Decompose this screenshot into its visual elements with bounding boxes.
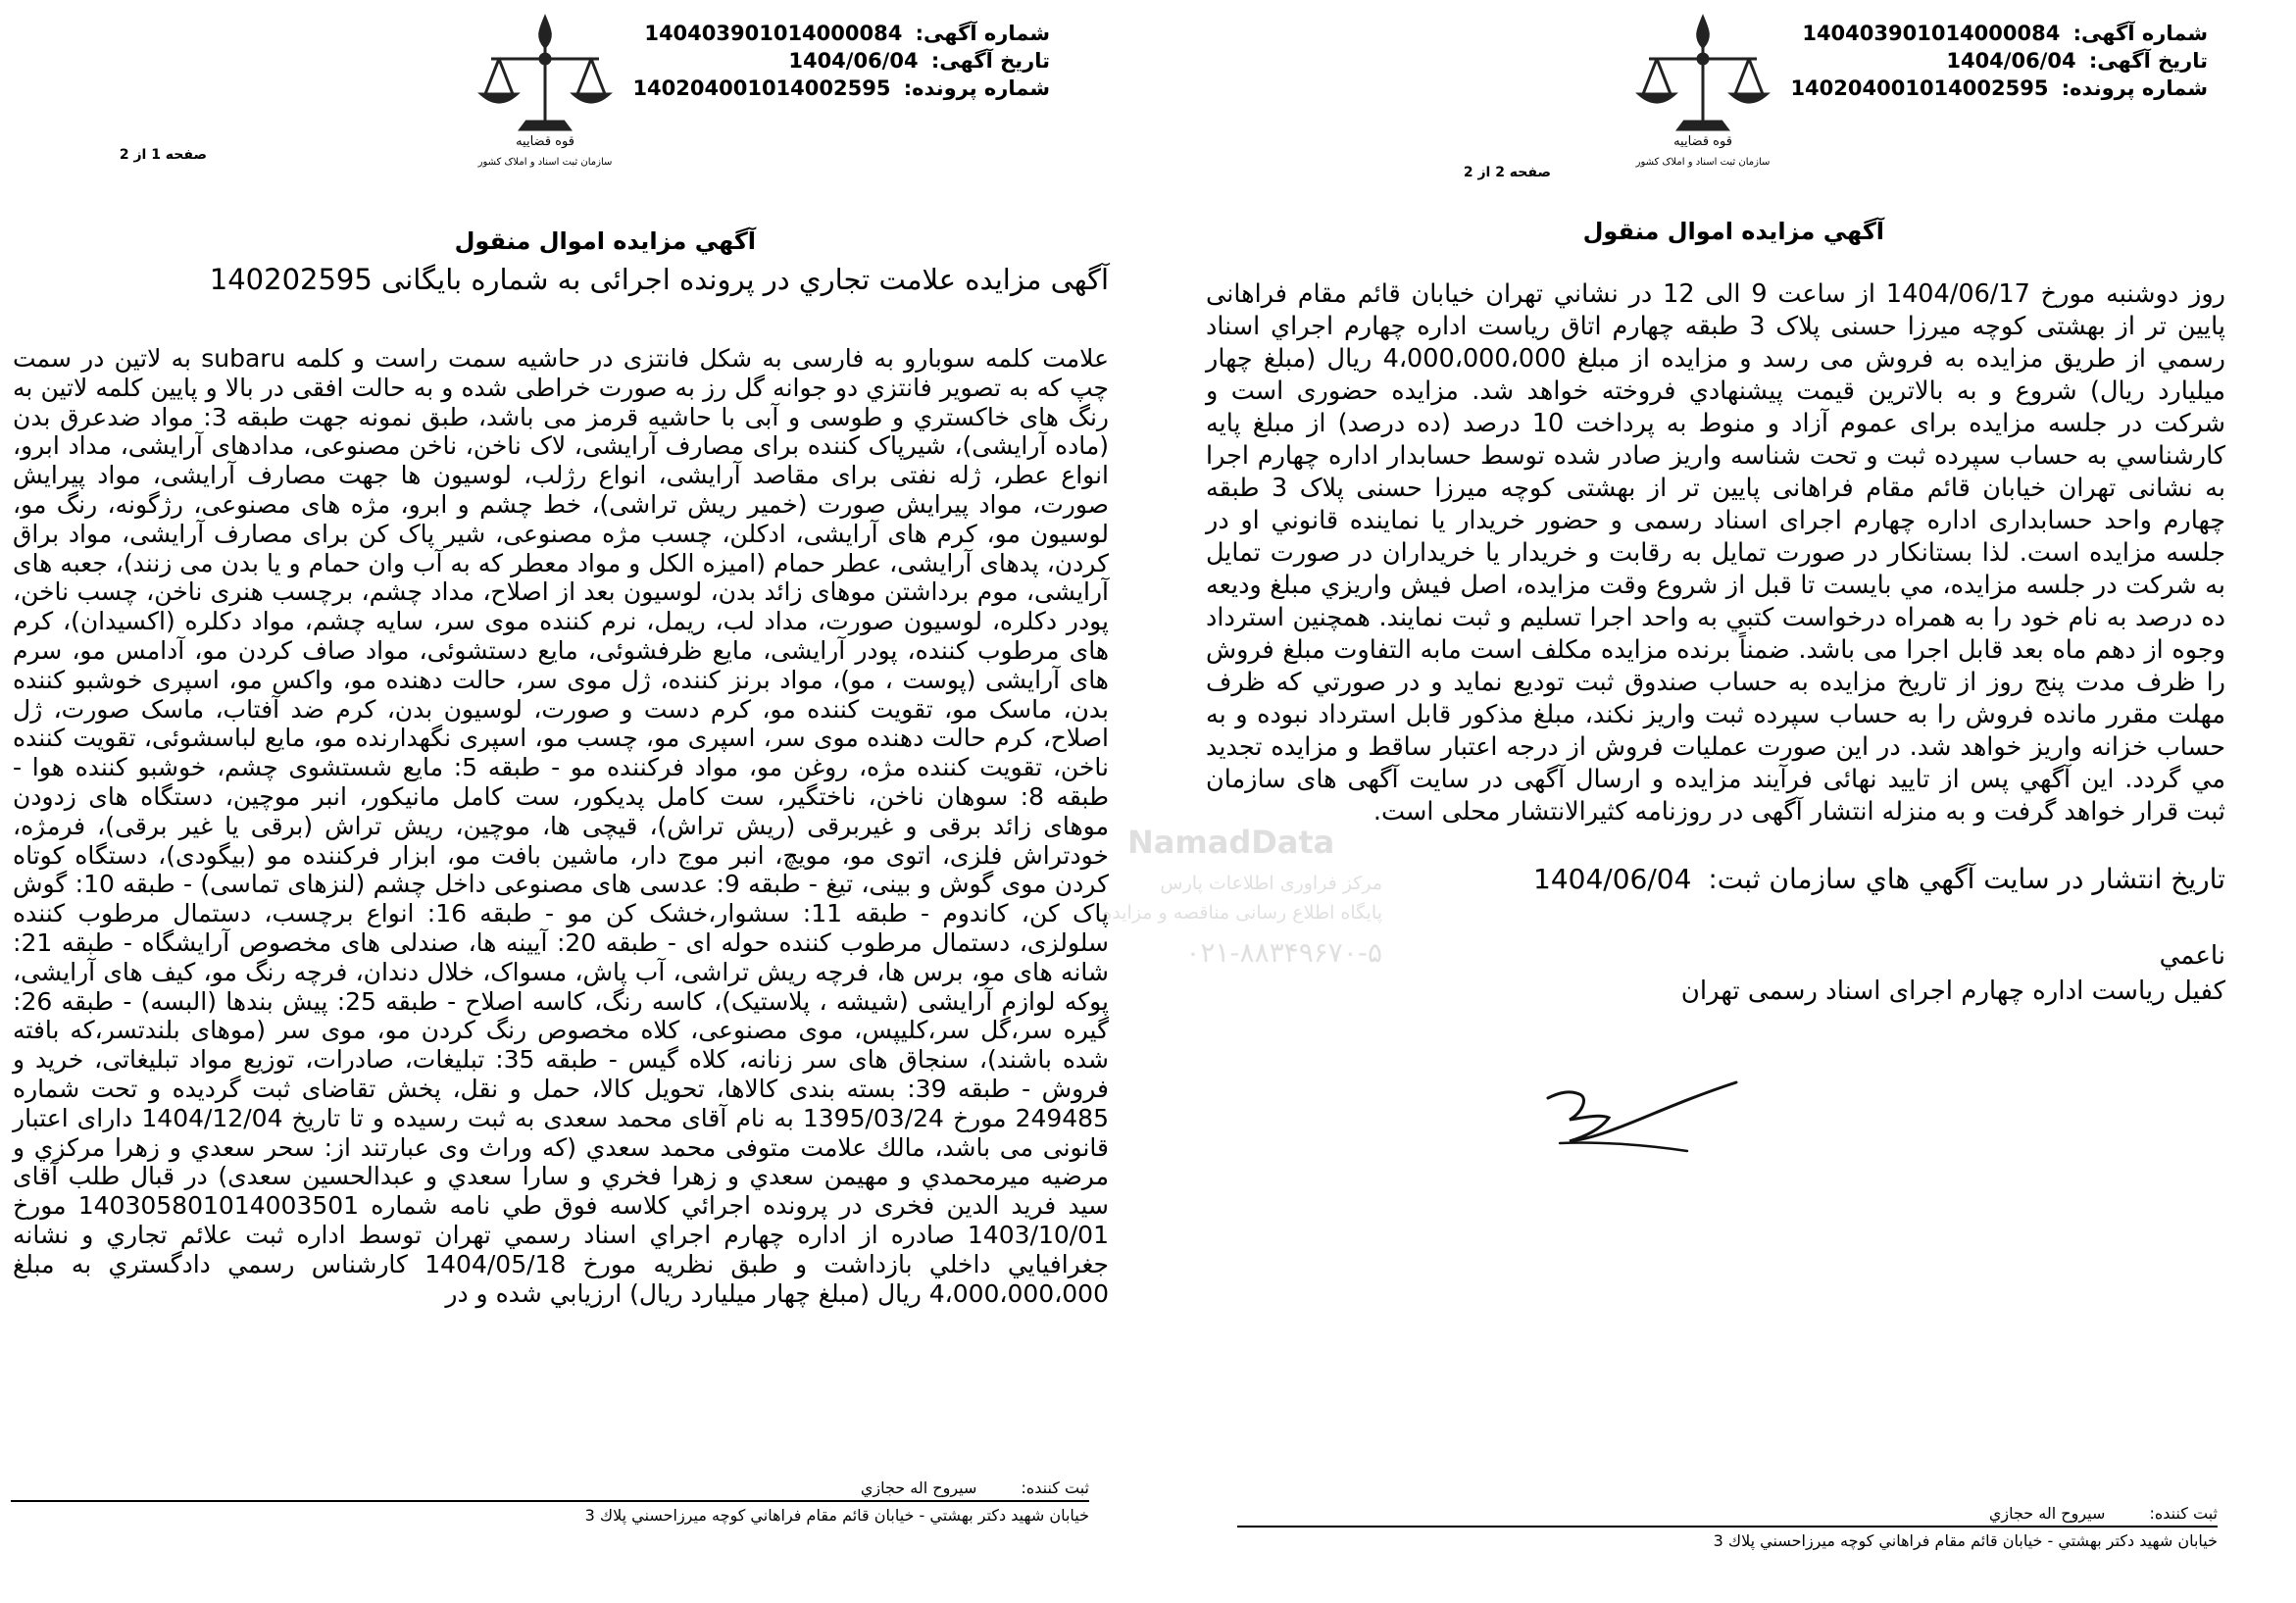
ad-number-label: شماره آگهی: [915, 22, 1050, 45]
scales-of-justice-icon [462, 8, 628, 175]
signer-name: ناعمي [2159, 941, 2225, 971]
watermark-brand: NamadData [1127, 824, 1335, 861]
ad-meta-block [1790, 20, 2208, 102]
file-number-row [1790, 75, 2208, 102]
ad-title: آگهي مزايده اموال منقول [1582, 218, 1884, 245]
watermark-line-1: مرکز فراوری اطلاعات پارس [1160, 873, 1382, 894]
ad-page-2 [1148, 0, 2296, 1603]
footer-divider [1237, 1526, 2218, 1528]
footer-divider [11, 1500, 1089, 1502]
ad-date-row [1790, 47, 2208, 75]
registrar-name: سيروح اله حجازي [860, 1478, 977, 1497]
ad-number-value: 140403901014000084 [644, 22, 903, 45]
ad-date-value: 1404/06/04 [788, 49, 919, 73]
ad-date-label: تاریخ آگهی: [2088, 49, 2208, 73]
file-number-value: 140204001014002595 [1790, 76, 2049, 100]
ad-date-label: تاریخ آگهی: [930, 49, 1050, 73]
page-number: صفحه 1 از 2 [119, 147, 207, 163]
file-number-row [632, 75, 1050, 102]
registrar-name: سيروح اله حجازي [1988, 1504, 2106, 1523]
handwritten-signature [1540, 1069, 1756, 1177]
file-number-value: 140204001014002595 [632, 76, 891, 100]
watermark-line-2: پایگاه اطلاع رسانی مناقصه و مزایده [1102, 902, 1382, 924]
publication-date-label: تاريخ انتشار در سايت آگهي هاي سازمان ثبت: [1708, 863, 2225, 895]
registrar-label: ثبت كننده: [1021, 1478, 1089, 1497]
ad-number-row [1790, 20, 2208, 47]
ad-subtitle: آگهی مزايده علامت تجاري در پرونده اجرائی به شماره بايگانی 140202595 [209, 263, 1109, 296]
file-number-label: شماره پرونده: [2061, 76, 2208, 100]
ad-number-label: شماره آگهی: [2072, 22, 2208, 45]
emblem-caption-top: قوه قضاییه [1673, 134, 1732, 149]
auction-terms-paragraph: روز دوشنبه مورخ 1404/06/17 از ساعت 9 الی 12 در نشاني تهران خیابان قائم مقام فراهانی پایین تر از بهشتی کوچه میرزا حسنی پلاک 3 طبقه چهارم اتاق ریاست اداره چهارم اجراي اسناد رسمي از طريق مزایده به فروش می رسد و مزایده از مبلغ 4،000،000،000 ریال (مبلغ چهار میلیارد ریال) شروع و به بالاترين قيمت پيشنهادي فروخته خواهد شد. مزایده حضوری است و شرکت در جلسه مزایده برای عموم آزاد و منوط به پرداخت 10 درصد (ده درصد) از مبلغ پايه كارشناسي به حساب سپرده ثبت و تحت شناسه واریز صادر شده توسط حسابدار اداره چهارم اجرا به نشانی تهران خیابان قائم مقام فراهانی پایین تر از بهشتی کوچه میرزا حسنی پلاک 3 طبقه چهارم واحد حسابداری اداره چهارم اجرای اسناد رسمی و حضور خريدار يا نماينده قانوني او در جلسه مزايده است. لذا بستانكار در صورت تمايل به رقابت و خريدار يا خريداران در صورت تمايل به شركت در جلسه مزايده، مي بايست تا قبل از شروع وقت مزايده، اصل فيش واريزي مبلغ وديعه ده درصد به نام خود را به همراه درخواست كتبي به واحد اجرا تسليم و ثبت نمايند. همچنین استرداد وجوه از دهم ماه بعد قابل اجرا می باشد. ضمناً برنده مزایده مکلف است مابه التفاوت مبلغ فروش را ظرف مدت پنج روز از تاریخ مزایده به حساب صندوق ثبت توديع نمايد و در صورتي كه ظرف مهلت مقرر مانده فروش را به حساب سپرده ثبت واریز نکند، مبلغ مذکور قابل استرداد نبوده و به حساب خزانه واريز خواهد شد. در اين صورت عمليات فروش از درجه اعتبار ساقط و مزايده تجديد مي گردد. اين آگهي پس از تاييد نهائی فرآیند مزایده و ارسال آگهی در سایت آگهی های سازمان ثبت قرار خواهد گرفت و به منزله انتشار آگهی در روزنامه کثیرالانتشار محلی است. [1206, 278, 2225, 827]
registrar-line [861, 1478, 1089, 1497]
file-number-label: شماره پرونده: [903, 76, 1050, 100]
watermark-phone: ۰۲۱-۸۸۳۴۹۶۷۰-۵ [1185, 936, 1382, 969]
emblem-caption-bottom: سازمان ثبت اسناد و املاک کشور [477, 157, 613, 168]
publication-date-line [1533, 863, 2225, 895]
ad-title: آگهي مزايده اموال منقول [454, 227, 756, 255]
registrar-line [1989, 1504, 2218, 1523]
ad-date-row [632, 47, 1050, 75]
office-address: خيابان شهيد دكتر بهشتي - خيابان قائم مقام فراهاني كوچه ميرزاحسني پلاك 3 [584, 1506, 1089, 1525]
judiciary-emblem [1620, 8, 1786, 175]
ad-meta-block [632, 20, 1050, 102]
ad-date-value: 1404/06/04 [1946, 49, 2076, 73]
ad-number-value: 140403901014000084 [1802, 22, 2061, 45]
signer-title: كفيل رياست اداره چهارم اجرای اسناد رسمی تهران [1680, 977, 2225, 1006]
office-address: خيابان شهيد دكتر بهشتي - خيابان قائم مقام فراهاني كوچه ميرزاحسني پلاك 3 [1713, 1531, 2218, 1550]
judiciary-emblem [462, 8, 628, 175]
page-number: صفحه 2 از 2 [1463, 165, 1551, 180]
emblem-caption-top: قوه قضاییه [516, 134, 574, 149]
registrar-label: ثبت كننده: [2149, 1504, 2218, 1523]
scales-of-justice-icon [1620, 8, 1786, 175]
ad-number-row [632, 20, 1050, 47]
emblem-caption-bottom: سازمان ثبت اسناد و املاک کشور [1635, 157, 1771, 168]
trademark-description-paragraph: علامت كلمه سوبارو به فارسی به شکل فانتزی در حاشيه سمت راست و كلمه subaru به لاتين در سمت چپ که به تصوير فانتزي دو جوانه گل رز به صورت خراطی شده و به حالت افقی در بالا و پایین كلمه لاتين به رنگ های خاكستري و طوسی و آبی با حاشیه قرمز می باشد، طبق نمونه جهت طبقه 3: مواد ضدعرق بدن (ماده آرایشی)، شیرپاک کننده برای مصارف آرایشی، لاک ناخن، ناخن مصنوعی، مدادهای آرایشی، مداد ابرو، انواع عطر، ژله نفتی برای مقاصد آرایشی، انواع رژلب، لوسیون ها جهت مصارف آرایشی، مواد پیرایش صورت، مواد پیرایش صورت (خمیر ریش تراشی)، خط چشم و ابرو، مژه های مصنوعی، رژگونه، رنگ مو، لوسیون مو، کرم های آرایشی، ادکلن، چسب مژه مصنوعی، شیر پاک کن برای مصارف آرایشی، مواد براق کردن، پدهای آرایشی، عطر حمام (امیزه الکل و مواد معطر که به آب وان حمام و یا بدن می زنند)، جعبه های آرایشی، موم برداشتن موهای زائد بدن، لوسیون بعد از اصلاح، مداد چشم، برچسب هنری ناخن، چسب ناخن، پودر دکلره، لوسیون صورت، مداد لب، ریمل، نرم کننده موی سر، سایه چشم، مواد دکلره (اکسیدان)، کرم های مرطوب کننده، پودر آرایشی، مایع ظرفشوئی، مایع دستشوئی، مواد صاف کردن مو، آدامس مو، سرم های آرایشی (پوست ، مو)، مواد برنز کننده، ژل موی سر، حالت دهنده مو، واکس مو، اسپری خوشبو کننده بدن، ماسک مو، تقویت کننده مو، کرم دست و صورت، لوسیون بدن، کرم ضد آفتاب، ماسک صورت، ژل اصلاح، کرم حالت دهنده موی سر، اسپری مو، چسب مو، اسپری نگهدارنده مو، مایع لباسشوئی، تقویت کننده ناخن، تقویت کننده مژه، روغن مو، مواد فرکننده مو - طبقه 5: مایع شستشوی چشم، خوشبو کننده هوا - طبقه 8: سوهان ناخن، ناختگیر، ست کامل پدیکور، ست کامل مانیکور، انبر موچین، دستگاه های زدودن موهای زائد برقی و غیربرقی (ریش تراش)، قیچی ها، موچین، ریش تراش (برقی یا غیر برقی)، فرمژه، خودتراش فلزی، اتوی مو، مویچ، انبر موج دار، ماشین بافت مو، ابزار فرکننده مو (بیگودی)، دستگاه کوتاه کردن موی گوش و بینی، تیغ - طبقه 9: عدسی های مصنوعی داخل چشم (لنزهای تماسی) - طبقه 10: گوش پاک کن، کاندوم - طبقه 11: سشوار،خشک کن مو - طبقه 16: انواع برچسب، دستمال مرطوب کننده سلولزی، دستمال مرطوب کننده حوله ای - طبقه 20: آیینه ها، صندلی های مخصوص آرایشگاه - طبقه 21: شانه های مو، برس ها، فرچه ریش تراشی، آب پاش، مسواک، خلال دندان، فرچه رنگ مو، کیف های آرایشی، پوکه لوازم آرایشی (شیشه ، پلاستیک)، کاسه رنگ، کاسه اصلاح - طبقه 25: پیش بندها (البسه) - طبقه 26: گیره سر،گل سر،کلیپس، موی مصنوعی، کلاه مخصوص رنگ کردن مو، موی سر (موهای بلندتسر،که بافته شده باشند)، سنجاق های سر زنانه، کلاه گیس - طبقه 35: تبلیغات، صادرات، توزیع مواد تبلیغاتی، خرید و فروش - طبقه 39: بسته بندی کالاها، تحویل کالا، حمل و نقل، پخش تقاضای ثبت گرديده و تحت شماره 249485 مورخ 1395/03/24 به نام آقای محمد سعدی به ثبت رسيده و تا تاريخ 1404/12/04 دارای اعتبار قانونی می باشد، مالك علامت متوفی محمد سعدي (که وراث وی عبارتند از: سحر سعدي و زهرا مرکزي و مرضيه ميرمحمدي و مهيمن سعدي و زهرا فخري و سارا سعدي و عبدالحسين سعدی) در قبال طلب آقای سيد فريد الدين فخری در پرونده اجرائي كلاسه فوق طي نامه شماره 140305801014003501 مورخ 1403/10/01 صادره از اداره چهارم اجراي اسناد رسمي تهران توسط اداره ثبت علائم تجاري و نشانه جغرافيايي داخلي بازداشت و طبق نظريه مورخ 1404/05/18 كارشناس رسمي دادگستري به مبلغ 4،000،000،000 ريال (مبلغ چهار ميليارد ريال) ارزيابي شده و در [13, 344, 1110, 1308]
publication-date-value: 1404/06/04 [1533, 863, 1692, 895]
